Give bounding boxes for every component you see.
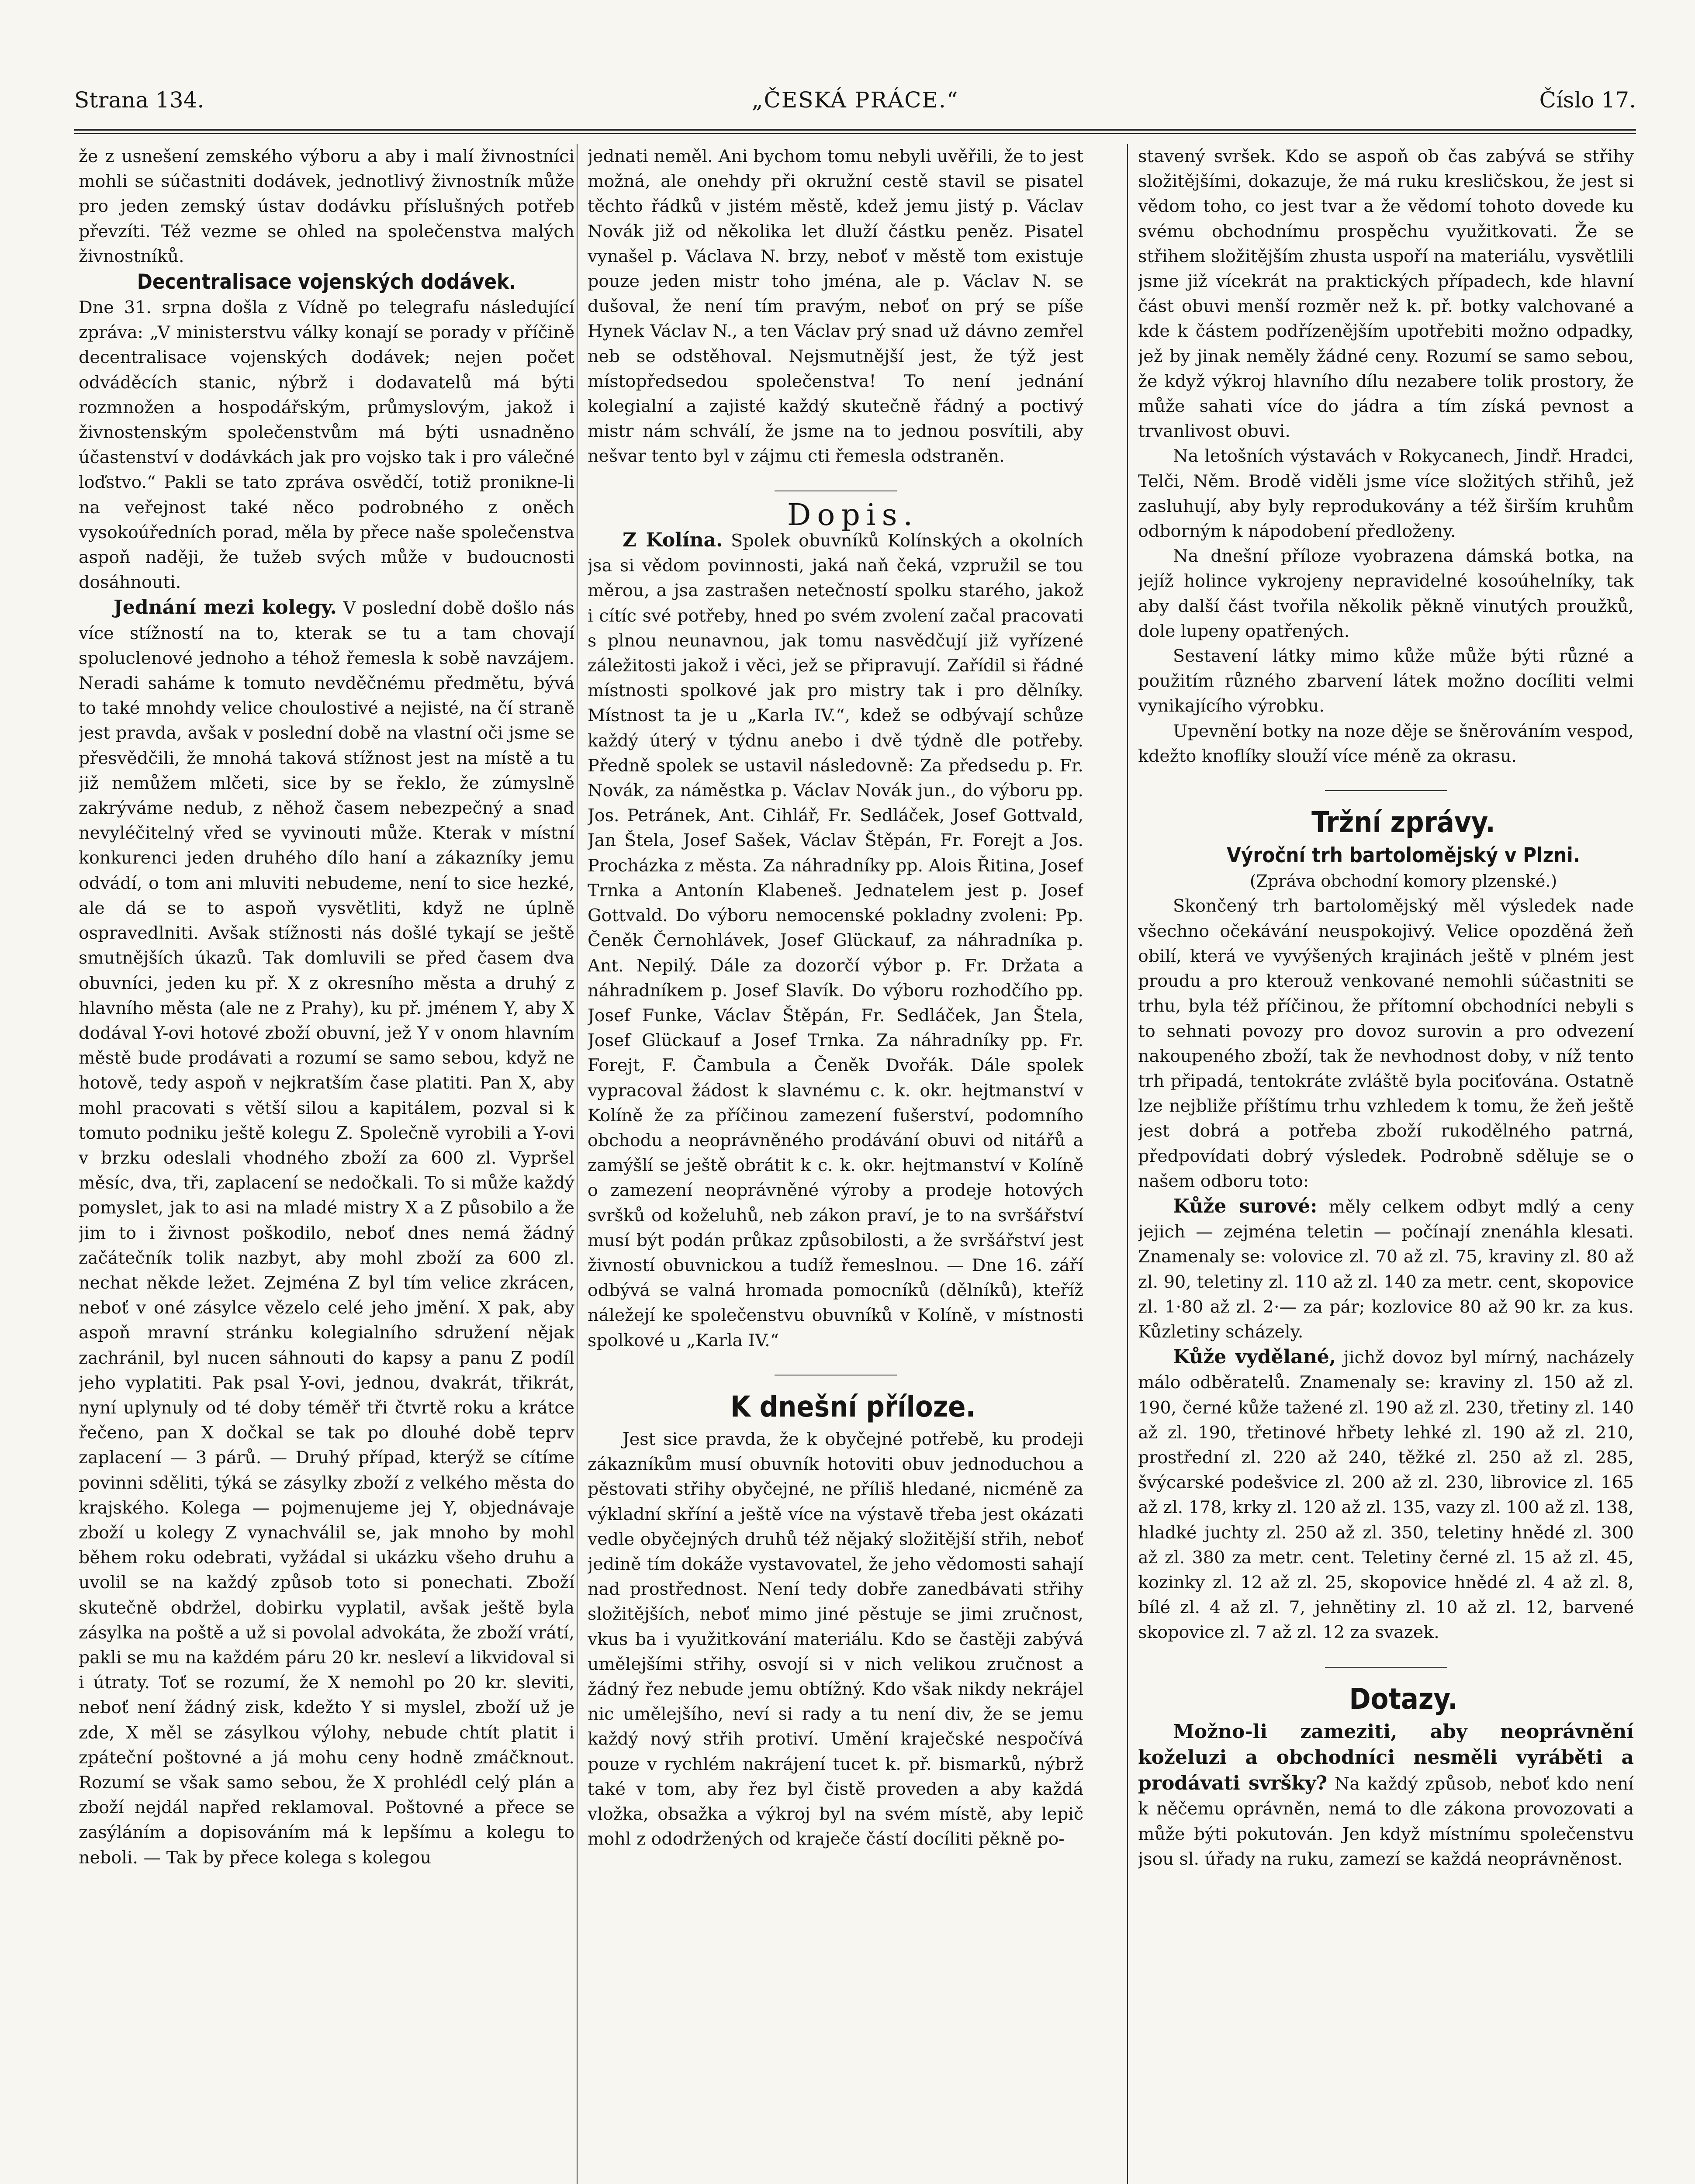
page-number: Strana 134.	[74, 87, 204, 113]
section-heading: K dnešní příloze.	[730, 1389, 976, 1424]
journal-title: „ČESKÁ PRÁCE.“	[751, 87, 959, 113]
column-2	[588, 144, 1083, 2184]
paragraph: Na dnešní příloze vyobrazena dámská botka, na jejíž holince vykrojeny nepravidelné kosoúhelníky, tak aby další část tvořila několik pěkně vinutých proužků, dole lupeny opatřených.	[1138, 546, 1634, 641]
paragraph: V poslední době došlo nás více stížností na to, kterak se tu a tam chovají spoluclenové jednoho a téhož řemesla k sobě navzájem. Neradi saháme k tomuto nevděčnému předmětu, bývá to také mnohdy velice choulostivé a nejisté, na čí straně jest pravda, avšak v poslední době na vlastní oči jsme se přesvědčili, že mnohá taková stížnost jest na místě a tu již nemůžem mlčeti, sice by se řeklo, že zúmyslně zakrýváme nedub, z něhož časem nebezpečný a snad nevyléčitelný vřed se vyvinouti může. Kterak v místní konkurenci jeden druhého dílo haní a zákazníky jemu odvádí, o tom ani mluviti nebudeme, není to sice hezké, ale dá se to aspoň vysvětliti, když ne úplně ospravedlniti. Avšak stížnosti nás došlé tykají se ještě smutnějších úkazů. Tak domluvili se před časem dva obuvníci, jeden ku př. X z okresního města a druhý z hlavního města (ale ne z Prahy), ku př. jménem Y, aby X dodával Y-ovi hotové zboží obuvní, jež Y v onom hlavním městě bude prodávati a rozumí se samo sebou, když ne hotově, tedy aspoň v nejkratším čase platiti. Pan X, aby mohl pracovati s větší silou a kapitálem, pozval si k tomuto podniku ještě kolegu Z. Společně vyrobili a Y-ovi v brzku odeslali vhodného zboží za 600 zl. Vypršel měsíc, dva, tři, zaplacení se nedočkali. To si může každý pomyslet, jak to asi na mladé mistry X a Z působilo a že jim to i živnost poškodilo, neboť dnes nemá žádný začátečník tolik nazbyt, aby mohl zboží za 600 zl. nechat někde ležet. Zejména Z byl tím velice zkrácen, neboť v oné zásylce vězelo celé jeho jmění. X pak, aby aspoň mravní stránku kolegialního sdružení nějak zachránil, byl nucen sáhnouti do kapsy a panu Z podíl jeho vyplatiti. Pak psal Y-ovi, jednou, dvakrát, třikrát, nyní uplynuly od té doby téměř tři čtvrtě roku a krátce řečeno, pan X dočkal se tak po dlouhé době teprv zaplacení — 3 párů. — Druhý případ, kterýž se cítíme povinni sděliti, týká se zásylky zboží z velkého města do krajského. Kolega — pojmenujeme jej Y, objednávaje zboží u kolegy Z vynachválil se, jak mnoho by mohl během roku odebrati, vyžádal si ukázku všeho druhu a uvolil se na každý způsob toto si ponechati. Zboží skutečně obdržel, dobirku vyplatil, avšak ještě byla zásylka na poště a už si povolal advokáta, že zboží vrátí, pakli se mu na každém páru 20 kr. nesleví a likvidoval si i útraty. Toť se rozumí, že X nemohl po 20 kr. sleviti, neboť není žádný zisk, kdežto Y si myslel, zboží už je zde, X měl se zásylkou výlohy, nebude chtít platit i zpáteční poštovné a já mohu ceny hodně zmáčknout. Rozumí se však samo sebou, že X prohlédl celý plán a zboží nejdál napřed reklamoval. Poštovné a přece se zasýláním a dopisováním má k lepšímu a kolegu to neboli. — Tak by přece kolega s kolegou	[79, 598, 574, 1868]
column-divider	[577, 144, 578, 2184]
section-heading: Dopis.	[787, 498, 919, 532]
paragraph: stavený svršek. Kdo se aspoň ob čas zabývá se střihy složitějšími, dokazuje, že má ruku kresličskou, že jest si vědom toho, co jest tvar a že vědomí tohoto dovede ku svému obchodnímu prospěchu využitkovati. Že se střihem složitějším zhusta uspoří na materiálu, vysvětlili jsme již vícekrát na praktických případech, kde hlavní část obuvi menší rozměr než k. př. botky valchované a kde k částem podřízenějším upotřebiti možno odpadky, jež by jinak neměly žádné ceny. Rozumí se samo sebou, že když výkroj hlavního dílu nezabere tolik prostory, že může sahati více do jádra a tím získá pevnost a trvanlivost obuvi.	[1138, 146, 1634, 442]
section-heading-inline: Kůže surové:	[1173, 1195, 1318, 1217]
paragraph: Na letošních výstavách v Rokycanech, Jindř. Hradci, Telči, Něm. Brodě viděli jsme více složitých střihů, jež zasluhují, aby byly reprodukovány a též širším kruhům odborným k nápodobení předloženy.	[1138, 446, 1634, 542]
paragraph: Spolek obuvníků Kolínských a okolních jsa si vědom povinnosti, jaká naň čeká, vzpružil se tou měrou, a jsa zastrašen netečností spolku starého, jakož i cítíc své potřeby, hned po svém zvolení začal pracovati s plnou neunavnou, jak tomu nasvědčují již vyřízené záležitosti jakož i věci, jež se připravují. Zařídil si řádné místnosti spolkové jak pro mistry tak i pro dělníky. Místnost ta je u „Karla IV.“, kdež se odbývají schůze každý úterý v týdnu anebo i dvě týdně dle potřeby. Předně spolek se ustavil následovně: Za předsedu p. Fr. Novák, za náměstka p. Václav Novák jun., do výboru pp. Jos. Petránek, Ant. Cihlář, Fr. Sedláček, Josef Gottvald, Jan Štela, Josef Sašek, Václav Štěpán, Fr. Forejt a Jos. Procházka z města. Za náhradníky pp. Alois Řitina, Josef Trnka a Antonín Klabeneš. Jednatelem jest p. Josef Gottvald. Do výboru nemocenské pokladny zvoleni: Pp. Čeněk Černohlávek, Josef Glückauf, za náhradníka p. Ant. Nepilý. Dále za dozorčí výbor p. Fr. Držata a náhradníkem p. Josef Slavík. Do výboru rozhodčího pp. Josef Funke, Václav Štěpán, Fr. Sedláček, Jan Štela, Josef Glückauf a Josef Trnka. Za náhradníky pp. Fr. Forejt, F. Čambula a Čeněk Dvořák. Dále spolek vypracoval žádost k slavnému c. k. okr. hejtmanství v Kolíně že za příčinou zamezení fušerství, podomního obchodu a neoprávněného prodávání obuvi od nitářů a zamýšlí se ještě obrátit k c. k. okr. hejtmanství v Kolíně o zamezení neoprávněné výroby a prodeje hotových svršků od koželuhů, neb zákon praví, je to na svršářství musí být podán průkaz způsobilosti, a že svršářství jest živností obuvnickou a tudíž řemeslnou. — Dne 16. září odbývá se valná hromada pomocníků (dělníků), kteříž náležejí ke společenstvu obuvníků v Kolíně, v místnosti spolkové u „Karla IV.“	[588, 531, 1083, 1351]
header-rule-thin	[74, 133, 1636, 134]
column-divider	[1127, 144, 1128, 2184]
separator	[1138, 1650, 1634, 1675]
paragraph: jednati neměl. Ani bychom tomu nebyli uvěřili, že to jest možná, ale onehdy při okružní cestě stavil se pisatel těchto řádků v jistém městě, kdež jemu jistý p. Václav Novák již od několika let dluží částku peněz. Pisatel vynašel p. Václava N. brzy, neboť v městě tom existuje pouze jeden mistr toho jména, ale p. Václav N. se dušoval, že není tím pravým, neboť on prý se píše Hynek Václav N., a ten Václav prý snad už dávno zemřel neb se odstěhoval. Nejsmutnější jest, že týž jest místopředsedou společenstva! To není jednání kolegialní a zajisté každý skutečně řádný a poctivý mistr nám schválí, že jsme na to jednou posvítili, aby nešvar tento byl v zájmu cti řemesla odstraněn.	[588, 146, 1083, 467]
issue-number: Číslo 17.	[1539, 87, 1636, 113]
paragraph: Sestavení látky mimo kůže může býti různé a použitím různého zbarvení látek možno docíliti velmi vynikajícího výrobku.	[1138, 646, 1634, 716]
question-heading: Možno-li zameziti, aby neoprávnění koželuzi a obchodníci nesměli vyráběti a prodávati svršky?	[1138, 1720, 1634, 1795]
separator	[588, 1358, 1083, 1382]
section-heading-inline: Z Kolína.	[623, 529, 723, 552]
section-heading: Decentralisace vojenských dodávek.	[137, 270, 516, 294]
paragraph: jichž dovoz byl mírný, nacházely málo odběratelů. Znamenaly se: kraviny zl. 150 až zl. 190, černé kůže tažené zl. 190 až zl. 230, třetiny zl. 140 až zl. 190, třetinové hřbety lehké zl. 190 až zl. 210, prostřední zl. 220 až 240, těžké zl. 250 až zl. 285, švýcarské podešvice zl. 200 až zl. 230, librovice zl. 165 až zl. 178, krky zl. 120 až zl. 135, vazy zl. 100 až zl. 138, hladké juchty zl. 250 až zl. 350, teletiny hnědé zl. 300 až zl. 380 za metr. cent. Teletiny černé zl. 15 až zl. 45, kozinky zl. 12 až zl. 25, skopovice hnědé zl. 4 až zl. 8, bílé zl. 4 až zl. 7, jehnětiny zl. 10 až zl. 12, barvené skopovice zl. 7 až zl. 12 za svazek.	[1138, 1348, 1634, 1643]
page-header	[74, 87, 1636, 127]
separator	[1138, 773, 1634, 798]
paragraph: měly celkem odbyt mdlý a ceny jejich — zejména teletin — počínají znenáhla klesati. Znamenaly se: volovice zl. 70 až zl. 75, kraviny zl. 80 až zl. 90, teletiny zl. 110 až zl. 140 za metr. cent, skopovice zl. 1·80 až zl. 2·— za pár; kozlovice 80 až 90 kr. za kus. Kůzletiny scházely.	[1138, 1196, 1634, 1342]
header-rule	[74, 129, 1636, 131]
paragraph: že z usnešení zemského výboru a aby i malí živnostníci mohli se súčastniti dodávek, jednotlivý živnostník může pro jeden zemský ústav dodávku příslušných potřeb převzíti. Též vezme se ohled na společenstva malých živnostníků.	[79, 146, 574, 266]
paragraph: Jest sice pravda, že k obyčejné potřebě, ku prodeji zákazníkům musí obuvník hotoviti obuv jednoduchou a pěstovati střihy obyčejné, ne příliš hledané, nicméně za výkladní skříní a ještě více na výstavě třeba jest okázati vedle obyčejných druhů též nějaký složitější střih, neboť jedině tím dokáže vystavovatel, že jeho vědomosti sahají nad prostřednost. Není tedy dobře zanedbávati střihy složitějších, neboť mimo jiné pěstuje se jimi zručnost, vkus ba i využitkování materiálu. Kdo se častěji zabývá umělejšími střihy, osvojí si v nich velikou zručnost a žádný řez nebude jemu obtížný. Kdo však nikdy nekrájel nic umělejšího, neví si rady a tu není div, že se jemu každý nový střih protiví. Umění kraječské nespočívá pouze v rychlém nakrájení tucet k. př. bismarků, nýbrž také v tom, aby řez byl čistě proveden a aby každá vložka, obsažka a výkroj byl na svém místě, aby lepič mohl z ododržených od kraječe částí docíliti pěkně po-	[588, 1429, 1083, 1849]
paragraph: Dne 31. srpna došla z Vídně po telegrafu následující zpráva: „V ministerstvu války konají se porady v příčině decentralisace vojenských dodávek; nejen počet odváděcích stanic, nýbrž i dodavatelů má býti rozmnožen a hospodářským, průmyslovým, jakož i živnostenským společenstvům má býti usnadněno účastenství v dodávkách jak pro vojsko tak i pro válečné loďstvo.“ Pakli se tato zpráva osvědčí, totiž pronikne-li na veřejnost také něco podrobného z oněch vysokoúředních porad, měla by přece naše společenstva aspoň naději, že tužeb svých může v budoucnosti dosáhnouti.	[79, 297, 574, 593]
subsection-heading: Výroční trh bartolomějský v Plzni.	[1227, 843, 1580, 868]
section-heading: Tržní zprávy.	[1311, 805, 1495, 840]
paragraph: Skončený trh bartolomějský měl výsledek nade všechno očekávání neuspokojivý. Velice opozděná žeň obilí, která ve vyvýšených krajinách ještě v plném jest proudu a pro kterouž venkované nemohli súčastniti se trhu, byla též příčinou, že přítomní obchodníci nebyli s to sehnati povozy pro dovoz surovin a pro odvezení nakoupeného zboží, tak že nevhodnost doby, v níž tento trh připadá, tentokráte zvláště byla pociťována. Ostatně lze nejbliže příštímu trhu vzhledem k tomu, že žeň ještě jest dobrá a potřeba zboží rukodělného patrná, předpovídati dobrý výsledek. Podrobně sděluje se o našem odboru toto:	[1138, 896, 1634, 1191]
paragraph: Na každý způsob, neboť kdo není k něčemu oprávněn, nemá to dle zákona provozovati a může býti pokutován. Jen když místnímu společenstvu jsou sl. úřady na ruku, zamezí se každá neoprávněnost.	[1138, 1774, 1634, 1869]
paragraph: Upevnění botky na noze děje se šněrováním vespod, kdežto knoflíky slouží více méně za okrasu.	[1138, 721, 1634, 766]
subsection-note: (Zpráva obchodní komory plzenské.)	[1249, 871, 1557, 891]
section-heading: Dotazy.	[1349, 1682, 1458, 1716]
section-heading-inline: Jednání mezi kolegy.	[114, 596, 337, 619]
separator	[588, 473, 1083, 498]
column-3	[1138, 144, 1634, 2184]
column-1	[79, 144, 574, 2184]
section-heading-inline: Kůže vydělané,	[1173, 1346, 1336, 1368]
